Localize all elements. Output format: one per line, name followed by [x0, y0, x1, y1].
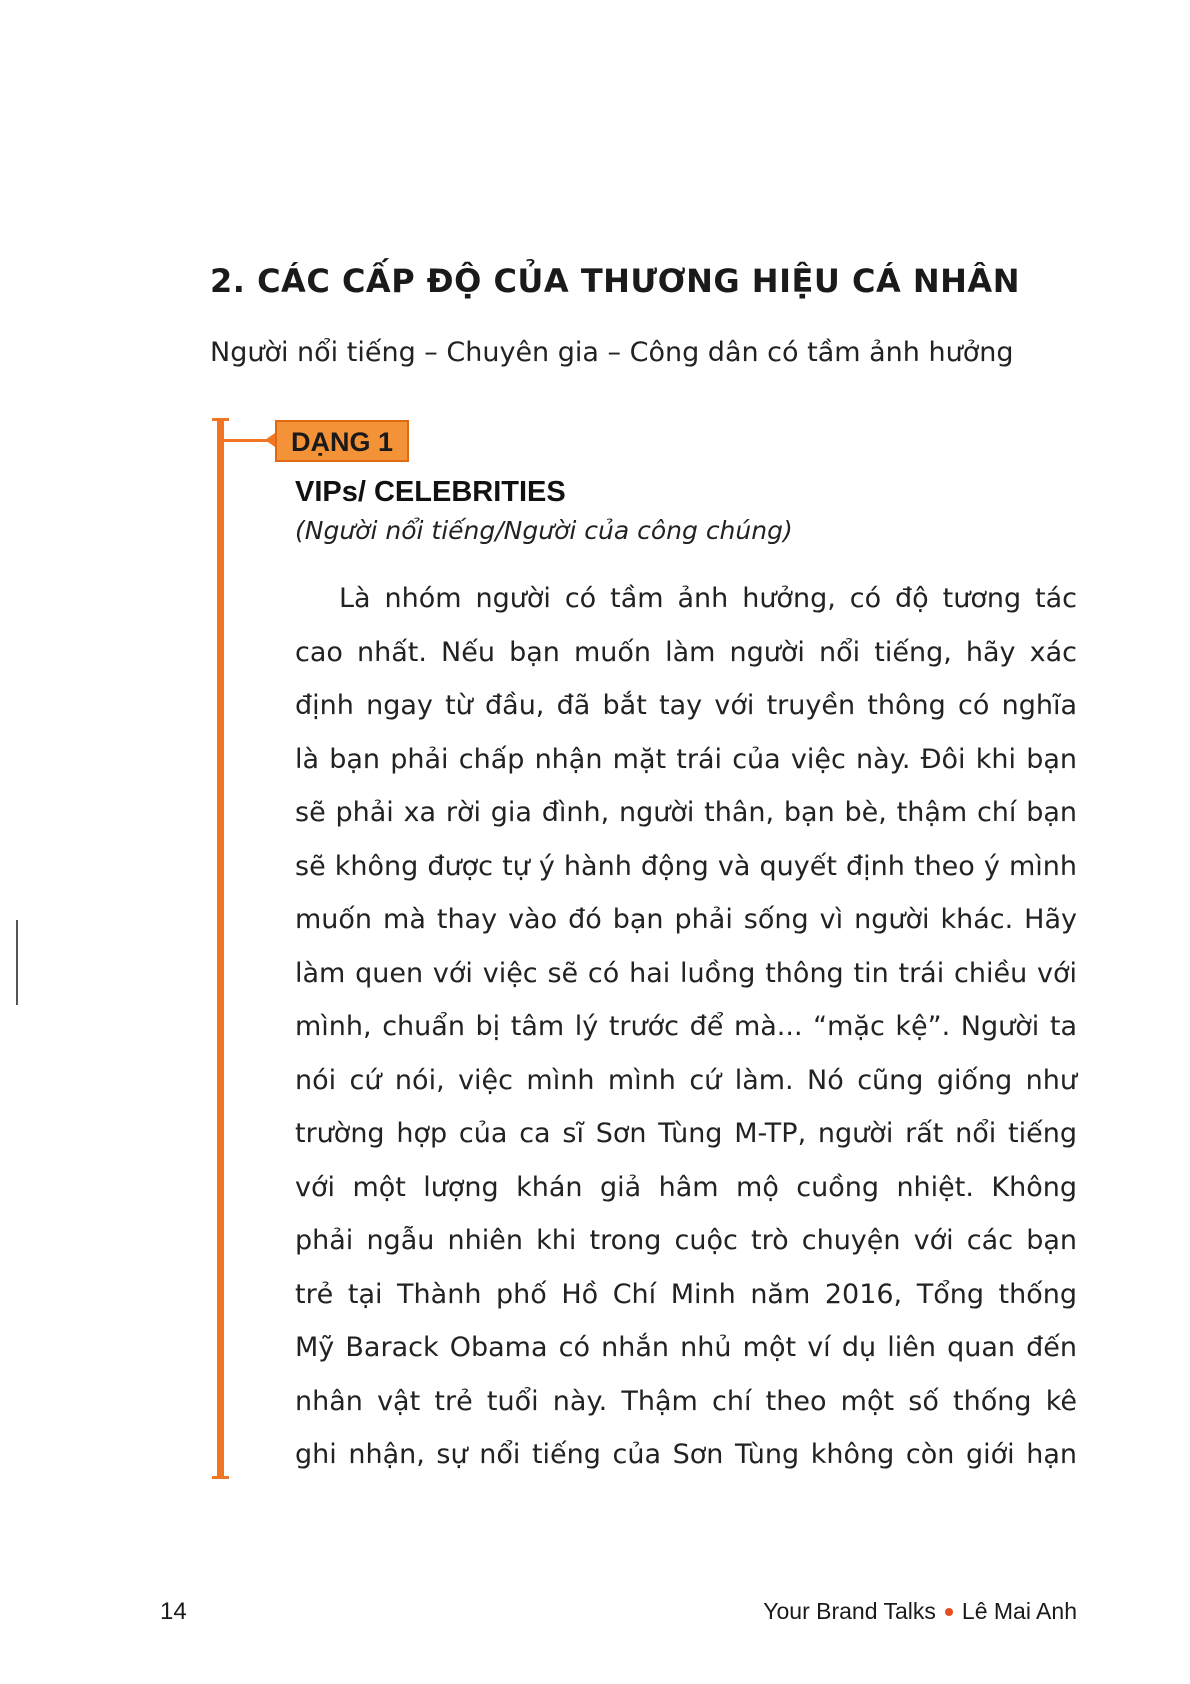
body-line: mình, chuẩn bị tâm lý trước để mà... “mặc kệ”. Người ta: [295, 1011, 1077, 1042]
section-accent-bar: [217, 420, 224, 1478]
running-footer: [763, 1598, 1077, 1625]
body-line: nhân vật trẻ tuổi này. Thậm chí theo một số thống kê: [295, 1385, 1077, 1417]
body-line: định ngay từ đầu, đã bắt tay với truyền thông có nghĩa: [295, 690, 1077, 721]
body-line: với một lượng khán giả hâm mộ cuồng nhiệt. Không: [295, 1171, 1077, 1203]
section-heading: VIPs/ CELEBRITIES: [295, 476, 566, 508]
section-subheading: (Người nổi tiếng/Người của công chúng): [295, 516, 793, 545]
body-line: Là nhóm người có tầm ảnh hưởng, có độ tương tác: [339, 583, 1077, 614]
body-line: sẽ không được tự ý hành động và quyết định theo ý mình: [295, 850, 1077, 882]
body-line: ghi nhận, sự nổi tiếng của Sơn Tùng không còn giới hạn: [295, 1439, 1077, 1470]
body-line: Mỹ Barack Obama có nhắn nhủ một ví dụ liên quan đến: [295, 1332, 1077, 1363]
section-tag: DẠNG 1: [275, 420, 409, 462]
chapter-title: 2. CÁC CẤP ĐỘ CỦA THƯƠNG HIỆU CÁ NHÂN: [210, 262, 1020, 300]
body-line: cao nhất. Nếu bạn muốn làm người nổi tiếng, hãy xác: [295, 636, 1077, 668]
book-title: Your Brand Talks: [763, 1598, 936, 1624]
body-line: nói cứ nói, việc mình mình cứ làm. Nó cũng giống như: [295, 1064, 1077, 1096]
scan-edge-mark: [16, 920, 18, 1005]
body-line: sẽ phải xa rời gia đình, người thân, bạn bè, thậm chí bạn: [295, 797, 1077, 828]
body-text: [295, 572, 1077, 1482]
accent-bar-top-cap: [212, 418, 229, 421]
body-line: muốn mà thay vào đó bạn phải sống vì người khác. Hãy: [295, 904, 1077, 935]
body-line: làm quen với việc sẽ có hai luồng thông tin trái chiều với: [295, 957, 1077, 989]
separator-dot-icon: [945, 1608, 953, 1616]
page-number: 14: [160, 1598, 187, 1625]
body-line: trẻ tại Thành phố Hồ Chí Minh năm 2016, Tổng thống: [295, 1278, 1077, 1310]
body-line: là bạn phải chấp nhận mặt trái của việc này. Đôi khi bạn: [295, 743, 1077, 775]
body-line: phải ngẫu nhiên khi trong cuộc trò chuyện với các bạn: [295, 1225, 1077, 1256]
body-line: trường hợp của ca sĩ Sơn Tùng M-TP, người rất nổi tiếng: [295, 1118, 1077, 1149]
author-name: Lê Mai Anh: [961, 1598, 1077, 1624]
accent-bar-bottom-cap: [212, 1476, 229, 1479]
chapter-subtitle: Người nổi tiếng – Chuyên gia – Công dân có tầm ảnh hưởng: [210, 337, 1014, 368]
tag-connector-arrow-icon: [265, 433, 275, 447]
